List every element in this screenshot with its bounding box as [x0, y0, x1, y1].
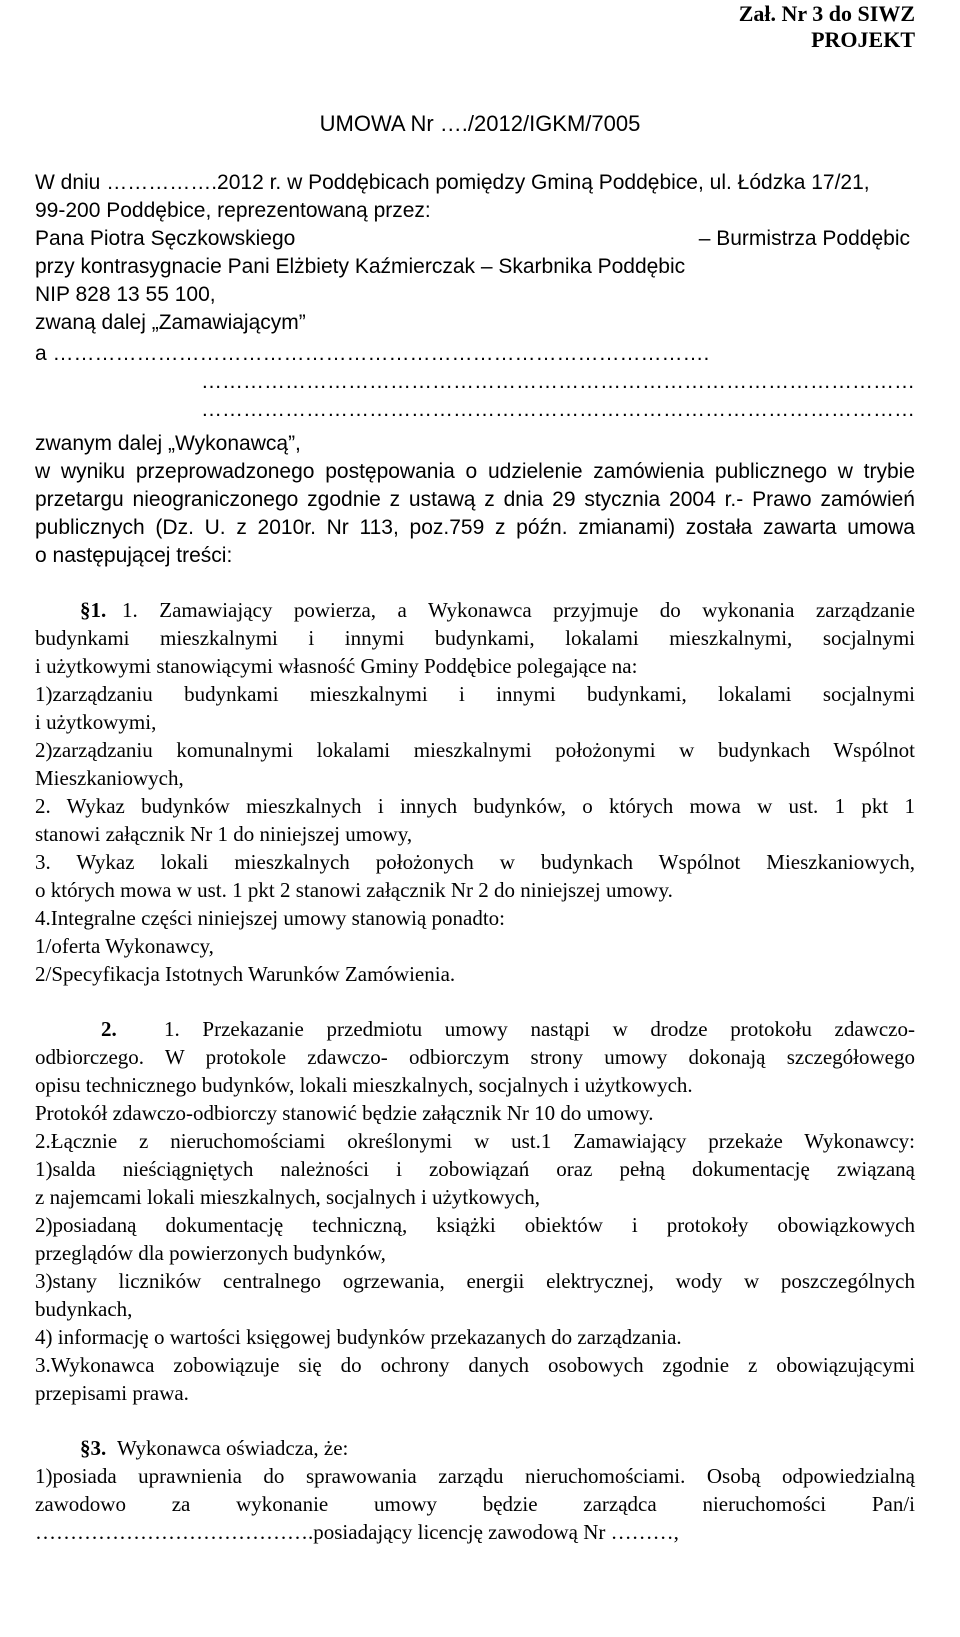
section-1-mark: §1.	[80, 598, 107, 622]
section-2-line-7: z najemcami lokali mieszkalnych, socjalnych i użytkowych,	[35, 1185, 541, 1209]
wykonawca-line: zwanym dalej „Wykonawcą”,	[35, 432, 301, 455]
contract-date-line: W dniu …………….2012 r. w Poddębicach pomiędzy Gminą Poddębice, ul. Łódzka 17/21,	[35, 171, 870, 194]
attachment-label: Zał. Nr 3 do SIWZ	[738, 1, 915, 26]
nip-line: NIP 828 13 55 100,	[35, 283, 216, 306]
section-2-line-5: 2.Łącznie z nieruchomościami określonymi w ust.1 Zamawiający przekaże Wykonawcy:	[35, 1129, 915, 1153]
intro-line-1: w wyniku przeprowadzonego postępowania o udzielenie zamówienia publicznego w trybie	[35, 460, 915, 483]
section-3-line-1: Wykonawca oświadcza, że:	[117, 1436, 349, 1460]
section-2-line-10: 3)stany liczników centralnego ogrzewania, energii elektrycznej, wody w poszczególnych	[35, 1269, 915, 1293]
section-2-mark: 2.	[101, 1017, 117, 1041]
section-3-line-4: ………………………………….posiadający licencję zawodową Nr ………,	[35, 1520, 679, 1544]
section-2-line-9: przeglądów dla powierzonych budynków,	[35, 1241, 386, 1265]
contractor-placeholder-1: a ………………………………………………………………………………….	[35, 342, 710, 365]
section-1-line-10: 3. Wykaz lokali mieszkalnych położonych w budynkach Wspólnot Mieszkaniowych,	[35, 850, 915, 874]
section-2-line-6: 1)salda nieściągniętych należności i zobowiązań oraz pełną dokumentację związaną	[35, 1157, 915, 1181]
section-1-line-5: i użytkowymi,	[35, 710, 157, 734]
section-2-line-8: 2)posiadaną dokumentację techniczną, książki obiektów i protokoły obowiązkowych	[35, 1213, 915, 1237]
section-1-line-14: 2/Specyfikacja Istotnych Warunków Zamówienia.	[35, 962, 456, 986]
intro-line-2: przetargu nieograniczonego zgodnie z ustawą z dnia 29 stycznia 2004 r.- Prawo zamówień	[35, 488, 915, 511]
section-1-line-9: stanowi załącznik Nr 1 do niniejszej umowy,	[35, 822, 413, 846]
representative-role: – Burmistrza Poddębic	[698, 227, 910, 250]
section-2-line-11: budynkach,	[35, 1297, 133, 1321]
draft-label: PROJEKT	[811, 27, 915, 52]
contractor-placeholder-3: …………………………………………………………………………………………	[201, 398, 915, 421]
section-2-line-4: Protokół zdawczo-odbiorczy stanowić będzie załącznik Nr 10 do umowy.	[35, 1101, 654, 1125]
section-1-line-7: Mieszkaniowych,	[35, 766, 184, 790]
section-1-line-13: 1/oferta Wykonawcy,	[35, 934, 214, 958]
section-2-line-3: opisu technicznego budynków, lokali mieszkalnych, socjalnych i użytkowych.	[35, 1073, 693, 1097]
section-2-line-14: przepisami prawa.	[35, 1381, 189, 1405]
section-2-line-12: 4) informację o wartości księgowej budynków przekazanych do zarządzania.	[35, 1325, 682, 1349]
intro-line-4: o następującej treści:	[35, 544, 233, 567]
representative-name: Pana Piotra Sęczkowskiego	[35, 227, 296, 250]
intro-line-3: publicznych (Dz. U. z 2010r. Nr 113, poz.759 z późn. zmianami) została zawarta umowa	[35, 516, 915, 539]
contract-title: UMOWA Nr …./2012/IGKM/7005	[319, 111, 641, 136]
section-3-line-3: zawodowo za wykonanie umowy będzie zarządca nieruchomości Pan/i	[35, 1492, 915, 1516]
section-2-line-2: odbiorczego. W protokole zdawczo- odbiorczym strony umowy dokonają szczegółowego	[35, 1045, 915, 1069]
zamawiajacy-line: zwaną dalej „Zamawiającym”	[35, 311, 306, 334]
section-1-line-6: 2)zarządzaniu komunalnymi lokalami mieszkalnymi położonymi w budynkach Wspólnot	[35, 738, 915, 762]
section-3-mark: §3.	[80, 1436, 107, 1460]
section-1-line-1: 1. Zamawiający powierza, a Wykonawca przyjmuje do wykonania zarządzanie	[122, 598, 915, 622]
section-3-line-2: 1)posiada uprawnienia do sprawowania zarządu nieruchomościami. Osobą odpowiedzialną	[35, 1464, 915, 1488]
section-1-line-2: budynkami mieszkalnymi i innymi budynkami, lokalami mieszkalnymi, socjalnymi	[35, 626, 915, 650]
section-1-line-12: 4.Integralne części niniejszej umowy stanowią ponadto:	[35, 906, 506, 930]
section-2-line-13: 3.Wykonawca zobowiązuje się do ochrony danych osobowych zgodnie z obowiązującymi	[35, 1353, 915, 1377]
contract-address-line: 99-200 Poddębice, reprezentowaną przez:	[35, 199, 431, 222]
section-1-line-11: o których mowa w ust. 1 pkt 2 stanowi załącznik Nr 2 do niniejszej umowy.	[35, 878, 673, 902]
section-1-line-8: 2. Wykaz budynków mieszkalnych i innych budynków, o których mowa w ust. 1 pkt 1	[35, 794, 915, 818]
countersign-line: przy kontrasygnacie Pani Elżbiety Kaźmierczak – Skarbnika Poddębic	[35, 255, 686, 278]
section-1-line-4: 1)zarządzaniu budynkami mieszkalnymi i innymi budynkami, lokalami socjalnymi	[35, 682, 915, 706]
section-1-line-3: i użytkowymi stanowiącymi własność Gminy Poddębice polegające na:	[35, 654, 638, 678]
contractor-placeholder-2: …………………………………………………………………………………………	[201, 370, 915, 393]
section-2-line-1: 1. Przekazanie przedmiotu umowy nastąpi w drodze protokołu zdawczo-	[164, 1017, 915, 1041]
